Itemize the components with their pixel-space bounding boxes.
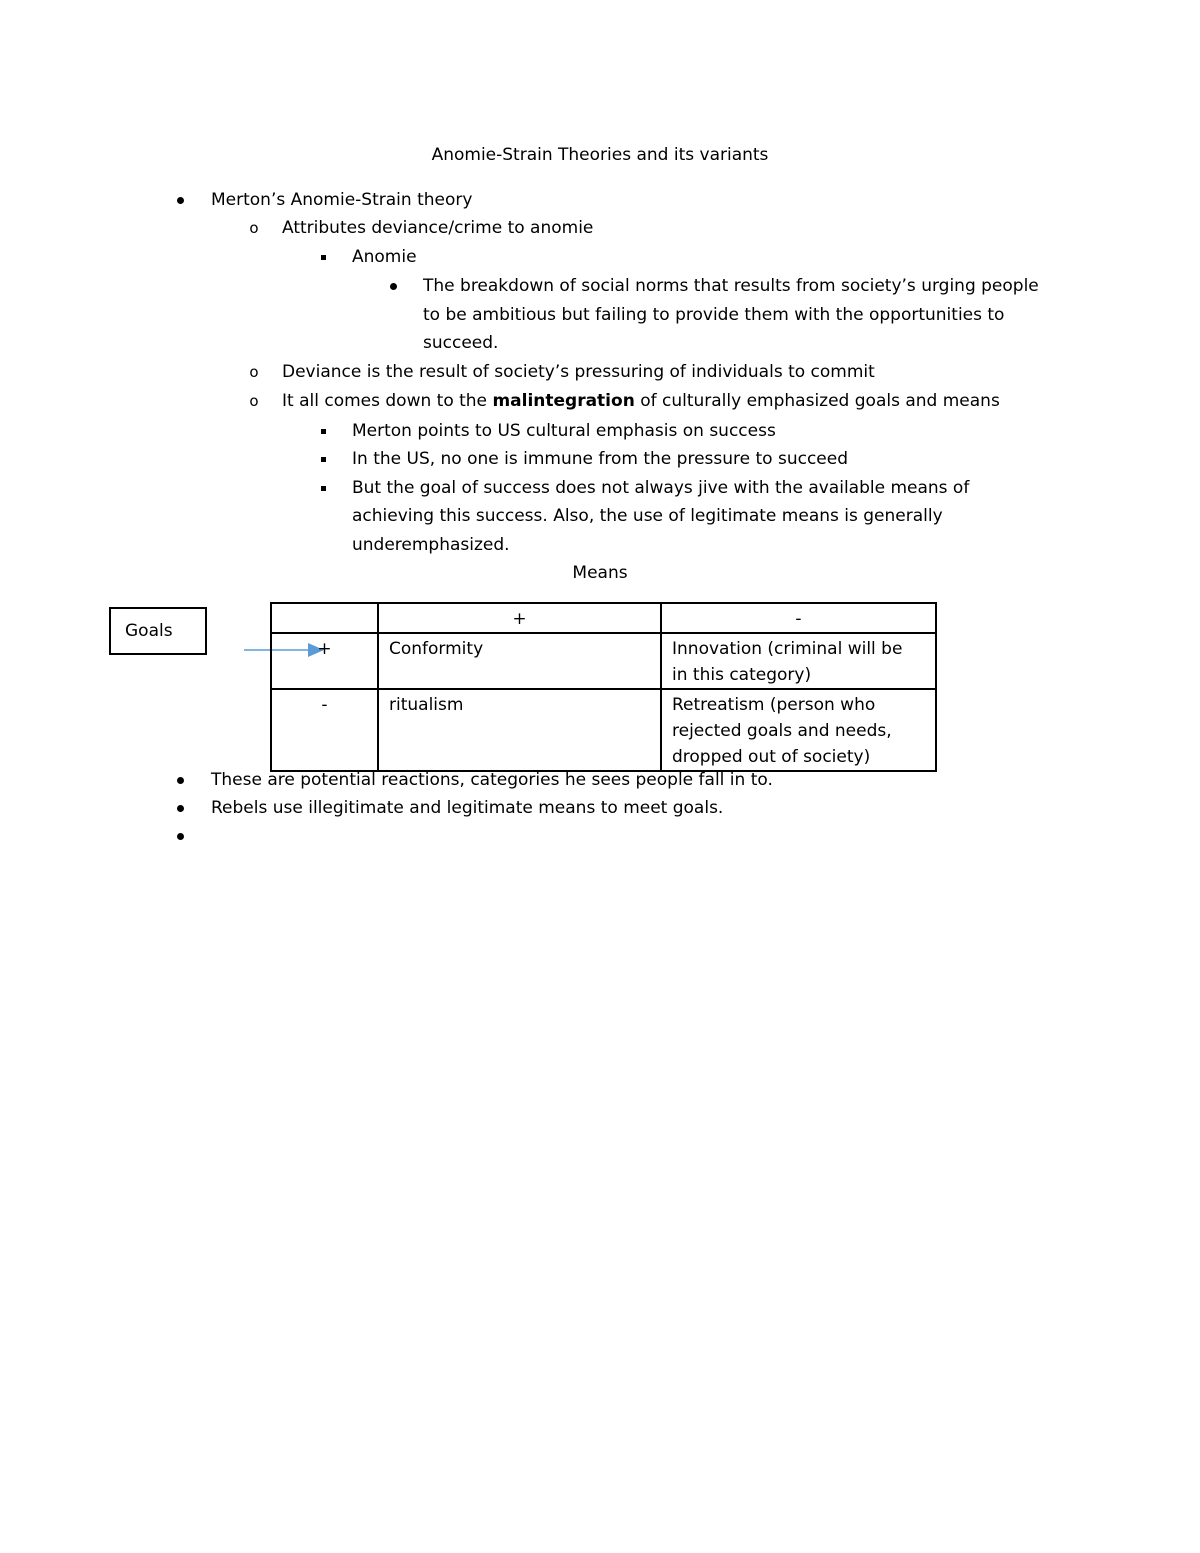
bullet-circle-icon: o (249, 363, 259, 381)
table-row (271, 689, 936, 771)
outline-item-rebels: Rebels use illegitimate and legitimate means to meet goals. (211, 798, 724, 818)
anomie-definition-line-3: succeed. (423, 333, 499, 353)
table-header-cell: - (661, 603, 936, 633)
bullet-square-icon (316, 477, 330, 499)
table-cell (661, 689, 936, 771)
means-label: Means (572, 563, 628, 583)
anomie-definition-line-2: to be ambitious but failing to provide them with the opportunities to (423, 305, 1005, 325)
bullet-dot-icon (173, 797, 187, 819)
goal-success-line-2: achieving this success. Also, the use of legitimate means is generally (352, 506, 943, 526)
outline-item-reactions: These are potential reactions, categories he sees people fall in to. (211, 770, 773, 790)
bullet-circle-icon: o (249, 219, 259, 237)
outline-item-us-emphasis: Merton points to US cultural emphasis on success (352, 421, 776, 441)
table-header-cell (271, 603, 378, 633)
malintegration-bold-term: malintegration (492, 391, 635, 411)
goal-success-line-3: underemphasized. (352, 535, 510, 555)
document-title: Anomie-Strain Theories and its variants (431, 145, 769, 165)
table-header-row (271, 603, 936, 633)
bullet-dot-icon (173, 825, 187, 847)
bullet-square-icon (316, 246, 330, 268)
table-cell: Conformity (378, 633, 661, 689)
bullet-circle-icon: o (249, 392, 259, 410)
table-header-cell: + (378, 603, 661, 633)
table-cell-line: dropped out of society) (672, 747, 871, 767)
outline-item-malintegration (282, 390, 1000, 412)
table-row-sign: - (271, 689, 378, 771)
bullet-dot-icon (173, 769, 187, 791)
table-cell-line: in this category) (672, 665, 812, 685)
outline-item-immune: In the US, no one is immune from the pressure to succeed (352, 449, 848, 469)
bullet-square-icon (316, 420, 330, 442)
table-cell-line: rejected goals and needs, (672, 721, 892, 741)
bullet-square-icon (316, 448, 330, 470)
table-row-sign: + (271, 633, 378, 689)
table-cell-line: Retreatism (person who (672, 695, 876, 715)
goals-label: Goals (125, 621, 173, 641)
table-cell-line: Innovation (criminal will be (672, 639, 903, 659)
merton-typology-table (270, 602, 937, 772)
goals-label-box (109, 607, 207, 655)
table-cell (661, 633, 936, 689)
bullet-dot-icon (386, 275, 400, 297)
table-row (271, 633, 936, 689)
malintegration-text-after: of culturally emphasized goals and means (634, 391, 1000, 411)
outline-item-deviance: Deviance is the result of society’s pressuring of individuals to commit (282, 362, 875, 382)
goal-success-line-1: But the goal of success does not always jive with the available means of (352, 478, 970, 498)
outline-item-merton: Merton’s Anomie-Strain theory (211, 190, 473, 210)
outline-item-anomie: Anomie (352, 247, 417, 267)
outline-item-attributes: Attributes deviance/crime to anomie (282, 218, 594, 238)
anomie-definition-line-1: The breakdown of social norms that results from society’s urging people (423, 276, 1039, 296)
table-cell: ritualism (378, 689, 661, 771)
bullet-dot-icon (173, 189, 187, 211)
malintegration-text-before: It all comes down to the (282, 391, 493, 411)
